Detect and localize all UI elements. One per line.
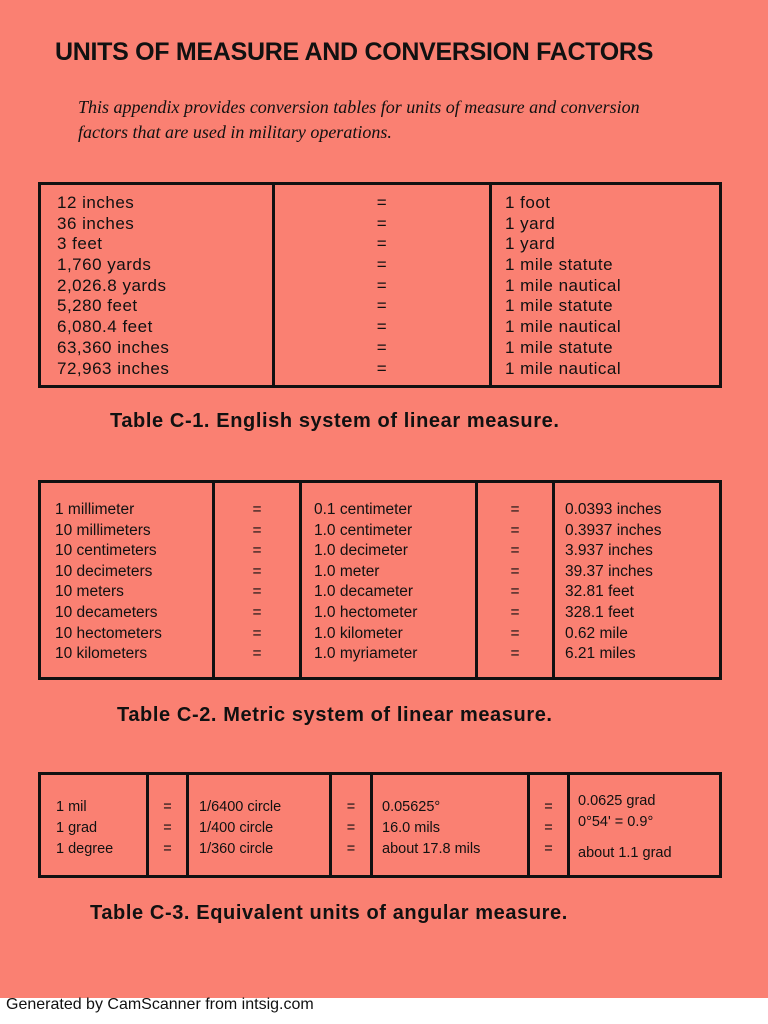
table-c1 — [38, 182, 722, 388]
page-title: UNITS OF MEASURE AND CONVERSION FACTORS — [55, 38, 654, 66]
table-c2-equals-column-2-cell: = — [510, 645, 520, 663]
table-c2-equals-column-1-cell: = — [252, 501, 262, 518]
table-c3-equals-column-3-cell: = — [544, 799, 553, 815]
table-c3 — [38, 772, 722, 878]
table-c2-column-2-cell: 1.0 myriameter — [314, 645, 418, 663]
table-c2-equals-column-2-cell: = — [510, 562, 520, 580]
table-c2-column-2-cell: 0.1 centimeter — [314, 501, 413, 518]
table-c2-column-2-cell: 1.0 meter — [314, 562, 380, 580]
table-c2-column-2-cell: 1.0 centimeter — [314, 521, 413, 539]
table-c1-equals-column — [272, 185, 489, 385]
table-c3-column-2 — [186, 775, 329, 875]
table-c3-column-1 — [41, 775, 146, 875]
table-c2 — [38, 480, 722, 680]
table-c1-left-column-cell: 3 feet — [57, 234, 103, 254]
table-c2-column-2-cell: 1.0 hectometer — [314, 603, 418, 621]
table-c1-right-column-cell: 1 foot — [505, 193, 551, 212]
table-c1-right-column-cell: 1 mile statute — [505, 296, 614, 316]
table-c1-equals-column-cell: = — [376, 193, 388, 212]
table-c2-column-3 — [552, 483, 719, 677]
table-c2-equals-column-2-cell: = — [510, 542, 520, 560]
table-c1-equals-column-cell: = — [376, 358, 388, 378]
table-c1-right-column-cell: 1 mile nautical — [505, 275, 622, 295]
table-c1-left-column-cell: 1,760 yards — [57, 255, 152, 275]
table-c2-column-1-cell: 10 kilometers — [55, 645, 148, 663]
table-c2-column-3-cell: 0.0393 inches — [565, 501, 662, 518]
table-c3-column-1-cell: 1 mil — [56, 799, 87, 815]
table-c3-column-4-cell: 0°54' = 0.9° — [578, 814, 654, 830]
table-c2-column-1-cell: 10 meters — [55, 583, 124, 601]
table-c1-right-column-cell: 1 mile nautical — [505, 317, 622, 337]
table-c2-column-1-cell: 10 millimeters — [55, 521, 151, 539]
table-c2-equals-column-2 — [475, 483, 552, 677]
table-c1-right-column — [489, 185, 719, 385]
table-c3-column-2-cell: 1/360 circle — [199, 841, 274, 857]
table-c2-equals-column-2-cell: = — [510, 603, 520, 621]
table-c2-column-2 — [299, 483, 475, 677]
table-c1-left-column-cell: 63,360 inches — [57, 337, 170, 357]
intro-paragraph: This appendix provides conversion tables for units of measure and conversion factors that are used in military operations. — [78, 97, 640, 142]
table-c1-right-column-cell: 1 yard — [505, 213, 556, 233]
table-c3-column-1-cell: 1 degree — [56, 841, 114, 857]
table-c3-column-4-cell: about 1.1 grad — [578, 845, 672, 861]
table-c2-column-1-cell: 10 decameters — [55, 603, 158, 621]
table-c2-column-3-cell: 32.81 feet — [565, 583, 634, 601]
table-c1-right-column-cell: 1 yard — [505, 234, 556, 254]
table-c2-equals-column-2-cell: = — [510, 521, 520, 539]
table-c2-column-3-cell: 6.21 miles — [565, 645, 636, 663]
table-c3-equals-column-3 — [527, 775, 567, 875]
table-c2-column-3-cell: 3.937 inches — [565, 542, 653, 560]
table-c3-equals-column-3-cell: = — [544, 820, 553, 836]
table-c3-column-3-cell: about 17.8 mils — [382, 841, 481, 857]
table-c1-left-column-cell: 36 inches — [57, 213, 135, 233]
table-c3-column-2-cell: 1/6400 circle — [199, 799, 282, 815]
table-c3-equals-column-2-cell: = — [346, 799, 356, 815]
table-c2-equals-column-2-cell: = — [510, 624, 520, 642]
table-c1-left-column-cell: 5,280 feet — [57, 296, 138, 316]
table-c1-equals-column-cell: = — [376, 275, 388, 295]
table-c3-equals-column-1 — [146, 775, 186, 875]
table-c1-left-column-cell: 72,963 inches — [57, 358, 170, 378]
table-c1-right-column-cell: 1 mile statute — [505, 337, 614, 357]
table-c2-column-3-cell: 328.1 feet — [565, 603, 634, 621]
table-c2-column-3-cell: 0.3937 inches — [565, 521, 662, 539]
table-c1-equals-column-cell: = — [376, 255, 388, 275]
table-c2-column-3-cell: 39.37 inches — [565, 562, 653, 580]
table-c2-caption: Table C-2. Metric system of linear measure. — [117, 704, 553, 726]
table-c2-equals-column-1-cell: = — [252, 521, 262, 539]
table-c3-equals-column-1-cell: = — [163, 820, 172, 836]
table-c1-left-column-cell: 6,080.4 feet — [57, 317, 153, 337]
table-c3-column-4-cell: 0.0625 grad — [578, 793, 656, 809]
table-c2-column-1-cell: 10 centimeters — [55, 542, 157, 560]
table-c1-left-column — [41, 185, 272, 385]
table-c3-equals-column-2 — [329, 775, 370, 875]
table-c1-equals-column-cell: = — [376, 317, 388, 337]
table-c2-column-1-cell: 10 hectometers — [55, 624, 162, 642]
scanner-footer: Generated by CamScanner from intsig.com — [6, 996, 314, 1013]
table-c1-left-column-cell: 12 inches — [57, 193, 135, 212]
table-c3-column-3 — [370, 775, 527, 875]
table-c2-equals-column-1-cell: = — [252, 542, 262, 560]
table-c1-right-column-cell: 1 mile statute — [505, 255, 614, 275]
table-c1-right-column-cell: 1 mile nautical — [505, 358, 622, 378]
table-c2-column-1-cell: 1 millimeter — [55, 501, 135, 518]
table-c2-column-1-cell: 10 decimeters — [55, 562, 153, 580]
table-c3-equals-column-3-cell: = — [544, 841, 553, 857]
table-c2-equals-column-1-cell: = — [252, 583, 262, 601]
table-c1-left-column-cell: 2,026.8 yards — [57, 275, 167, 295]
table-c3-equals-column-2-cell: = — [346, 841, 356, 857]
table-c2-equals-column-1-cell: = — [252, 603, 262, 621]
table-c2-equals-column-2-cell: = — [510, 583, 520, 601]
table-c3-equals-column-2-cell: = — [346, 820, 356, 836]
table-c2-equals-column-1-cell: = — [252, 624, 262, 642]
table-c3-column-3-cell: 0.05625° — [382, 799, 441, 815]
table-c3-column-1-cell: 1 grad — [56, 820, 98, 836]
table-c1-caption: Table C-1. English system of linear measure. — [110, 410, 560, 432]
table-c2-equals-column-2-cell: = — [510, 501, 520, 518]
table-c2-equals-column-1 — [212, 483, 299, 677]
table-c2-column-2-cell: 1.0 decimeter — [314, 542, 408, 560]
table-c3-column-4 — [567, 775, 719, 875]
table-c3-equals-column-1-cell: = — [163, 799, 172, 815]
table-c2-column-3-cell: 0.62 mile — [565, 624, 628, 642]
table-c1-equals-column-cell: = — [376, 296, 388, 316]
table-c3-column-3-cell: 16.0 mils — [382, 820, 441, 836]
table-c2-equals-column-1-cell: = — [252, 645, 262, 663]
table-c3-caption: Table C-3. Equivalent units of angular measure. — [90, 902, 568, 924]
table-c1-equals-column-cell: = — [376, 234, 388, 254]
table-c2-equals-column-1-cell: = — [252, 562, 262, 580]
table-c2-column-1 — [41, 483, 212, 677]
table-c3-equals-column-1-cell: = — [163, 841, 172, 857]
table-c1-equals-column-cell: = — [376, 213, 388, 233]
table-c2-column-2-cell: 1.0 kilometer — [314, 624, 403, 642]
table-c2-column-2-cell: 1.0 decameter — [314, 583, 414, 601]
table-c1-equals-column-cell: = — [376, 337, 388, 357]
table-c3-column-2-cell: 1/400 circle — [199, 820, 274, 836]
